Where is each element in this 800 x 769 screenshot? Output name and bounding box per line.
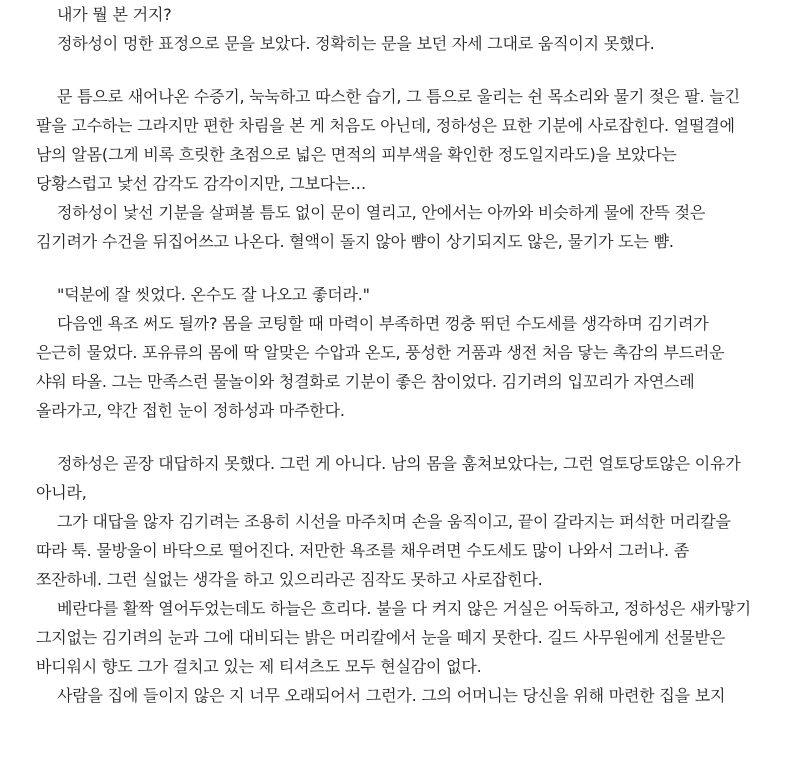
paragraph: 베란다를 활짝 열어두었는데도 하늘은 흐리다. 불을 다 켜지 않은 거실은 어둑하고, 정하성은 새카맣기 그지없는 김기려의 눈과 그에 대비되는 밝은 머리칼에서 눈을 떼지 못한다. 길드 사무원에게 선물받은 바디워시 향도 그가 걸치고 있는 제 티셔츠도 모두 현실감이 없다. xyxy=(36,599,751,676)
paragraph-gap xyxy=(36,58,756,82)
paragraph: 문 틈으로 새어나온 수증기, 눅눅하고 따스한 습기, 그 틈으로 울리는 쉰 목소리와 물기 젖은 팔. 늘긴 팔을 고수하는 그라지만 편한 차림을 본 게 처음도 아닌데, 정하성은 묘한 기분에 사로잡힌다. 얼떨결에 남의 알몸(그게 비록 흐릿한 초점으로 넓은 면적의 피부색을 확인한 정도일지라도)을 보았다는 당황스럽고 낯선 감각도 감각이지만, 그보다는… xyxy=(36,87,740,193)
paragraph-gap xyxy=(36,256,756,280)
dialogue-line: "덕분에 잘 씻었다. 온수도 잘 나오고 좋더라." xyxy=(57,285,370,304)
paragraph: 정하성이 낯선 기분을 살펴볼 틈도 없이 문이 열리고, 안에서는 아까와 비슷하게 물에 잔뜩 젖은 김기려가 수건을 뒤집어쓰고 나온다. 혈액이 돌지 않아 뺨이 상기되지도 않은, 물기가 도는 뺨. xyxy=(36,203,706,251)
paragraph: 내가 뭘 본 거지? xyxy=(57,5,172,24)
paragraph: 정하성은 곧장 대답하지 못했다. 그런 게 아니다. 남의 몸을 훔쳐보았다는, 그런 얼토당토않은 이유가 아니라, xyxy=(36,454,741,502)
paragraph: 정하성이 멍한 표정으로 문을 보았다. 정확히는 문을 보던 자세 그대로 움직이지 못했다. xyxy=(57,34,655,53)
paragraph: 그가 대답을 않자 김기려는 조용히 시선을 마주치며 손을 움직이고, 끝이 갈라지는 퍼석한 머리칼을 따라 툭. 물방울이 바닥으로 떨어진다. 저만한 욕조를 채우려면 수도세도 많이 나와서 그러나. 좀 쪼잔하네. 그런 실없는 생각을 하고 있으리라곤 짐작도 못하고 사로잡힌다. xyxy=(36,512,731,589)
paragraph: 사람을 집에 들이지 않은 지 너무 오래되어서 그런가. 그의 어머니는 당신을 위해 마련한 집을 보지 xyxy=(57,686,726,705)
paragraph-gap xyxy=(36,425,756,449)
paragraph: 다음엔 욕조 써도 될까? 몸을 코팅할 때 마력이 부족하면 껑충 뛰던 수도세를 생각하며 김기려가 은근히 물었다. 포유류의 몸에 딱 알맞은 수압과 온도, 풍성한 거품과 생전 처음 닿는 촉감의 부드러운 샤워 타올. 그는 만족스런 물놀이와 청결화로 기분이 좋은 참이었다. 김기려의 입꼬리가 자연스레 올라가고, 약간 접힌 눈이 정하성과 마주한다. xyxy=(36,314,725,420)
